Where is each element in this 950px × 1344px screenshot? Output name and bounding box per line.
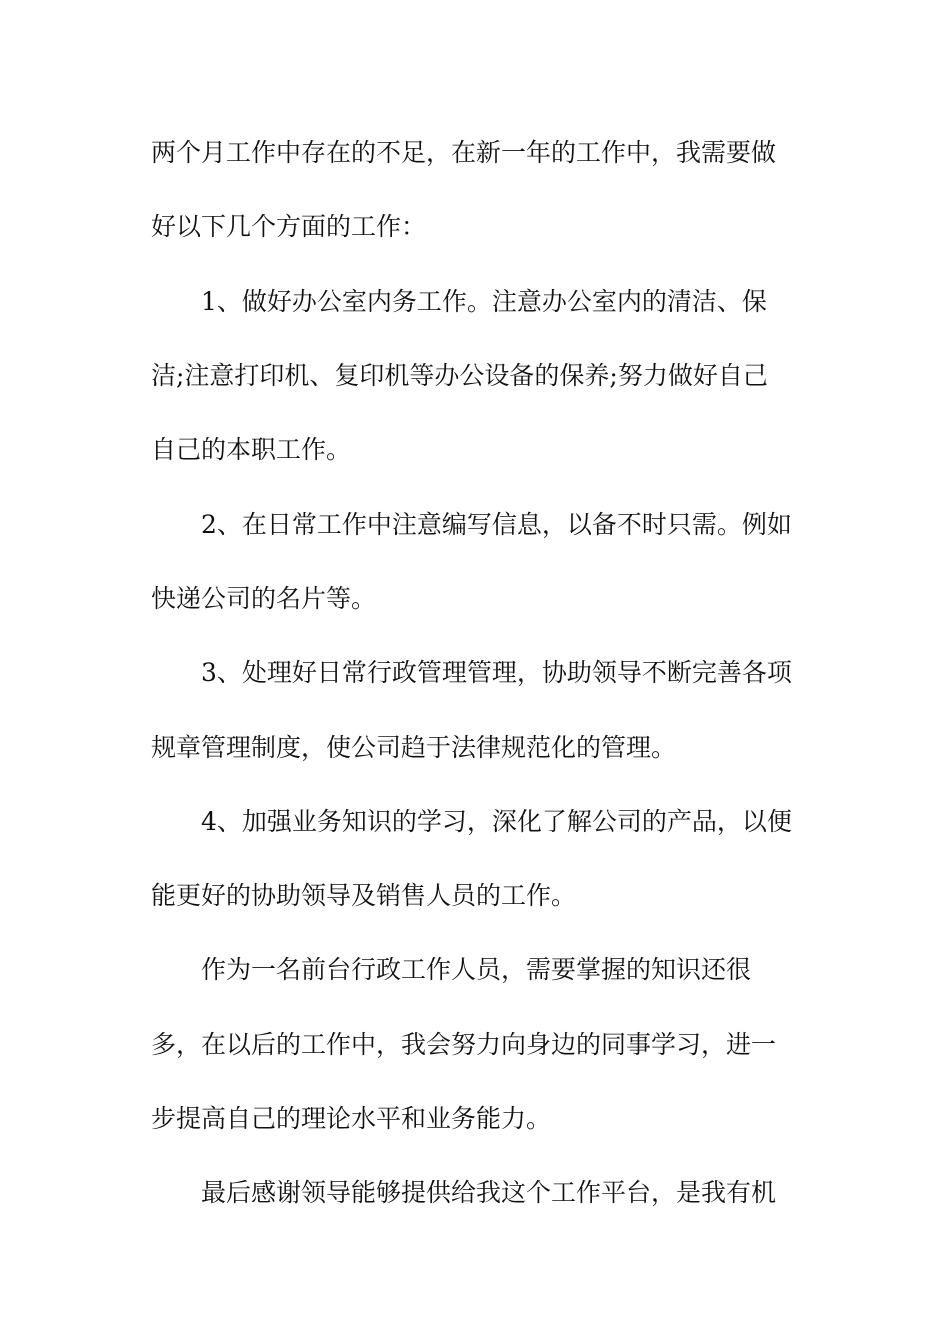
text-line: 规章管理制度，使公司趋于法律规范化的管理。 [151, 733, 677, 762]
text-line: 3、处理好日常行政管理管理，协助领导不断完善各项 [201, 658, 792, 687]
text-line: 1、做好办公室内务工作。注意办公室内的清洁、保 [201, 287, 767, 316]
text-line: 洁;注意打印机、复印机等办公设备的保养;努力做好自己 [151, 361, 768, 390]
text-line: 自己的本职工作。 [151, 435, 352, 464]
text-line: 多，在以后的工作中，我会努力向身边的同事学习，进一 [151, 1030, 777, 1059]
text-line: 两个月工作中存在的不足，在新一年的工作中，我需要做 [151, 138, 777, 167]
text-line: 快递公司的名片等。 [151, 584, 377, 613]
text-line: 步提高自己的理论水平和业务能力。 [151, 1104, 552, 1133]
text-line: 好以下几个方面的工作： [151, 212, 427, 241]
text-line: 能更好的协助领导及销售人员的工作。 [151, 881, 577, 910]
text-line: 2、在日常工作中注意编写信息，以备不时只需。例如 [201, 510, 792, 539]
text-line: 最后感谢领导能够提供给我这个工作平台，是我有机 [201, 1178, 777, 1207]
text-line: 作为一名前台行政工作人员，需要掌握的知识还很 [201, 955, 752, 984]
text-line: 4、加强业务知识的学习，深化了解公司的产品，以便 [201, 807, 792, 836]
